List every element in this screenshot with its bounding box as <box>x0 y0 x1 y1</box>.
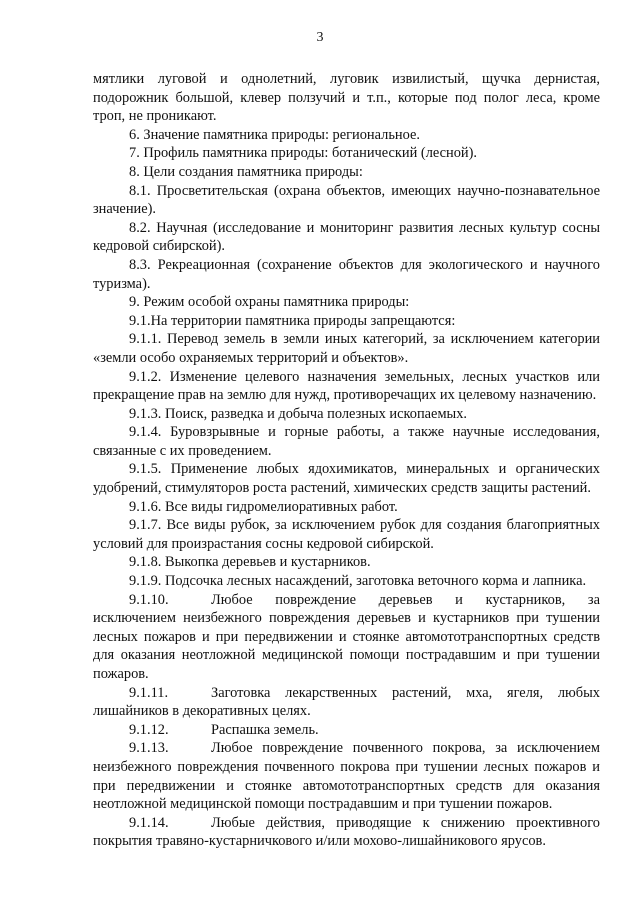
item-first-line: Любые действия, приводящие к снижению проективного <box>211 814 600 831</box>
item-first-line: Распашка земель. <box>211 721 319 738</box>
paragraph-item-9-1-9: 9.1.9. Подсочка лесных насаждений, заготовка веточного корма и лапника. <box>129 573 587 590</box>
item-number: 9.1.13. <box>129 740 169 757</box>
item-first-line: Любое повреждение деревьев и кустарников, за <box>211 591 600 608</box>
item-first-line: Любое повреждение почвенного покрова, за исключением <box>211 740 600 757</box>
paragraph-profile: 7. Профиль памятника природы: ботанический (лесной). <box>129 145 478 162</box>
item-number: 9.1.14. <box>129 814 169 831</box>
paragraph-item-9-1-2: 9.1.2. Изменение целевого назначения земельных, лесных участков или прекращение прав на землю для нужд, противоречащих их целевому назначению. <box>93 368 600 404</box>
item-number: 9.1.11. <box>129 684 169 701</box>
paragraph-regime-heading: 9. Режим особой охраны памятника природы: <box>129 294 410 311</box>
item-9-1-13 <box>93 739 600 813</box>
item-first-line: Заготовка лекарственных растений, мха, ягеля, любых <box>211 684 600 701</box>
paragraph-item-9-1-5: 9.1.5. Применение любых ядохимикатов, минеральных и органических удобрений, стимуляторов роста растений, химических средств защиты растений. <box>93 461 600 497</box>
paragraph-prohibited-heading: 9.1.На территории памятника природы запрещаются: <box>129 312 456 329</box>
item-continuation: покрытия травяно-кустарничкового и/или мохово-лишайникового ярусов. <box>93 833 546 850</box>
item-9-1-10 <box>93 591 600 684</box>
item-continuation: неизбежного повреждения почвенного покрова при тушении лесных пожаров и при передвижении и стоянке автомототранспортных средств для оказания неотложной медицинской помощи пострадавшим и при тушении пожаров. <box>93 758 600 813</box>
item-9-1-14 <box>93 814 600 851</box>
item-continuation: исключением неизбежного повреждения деревьев и кустарников при тушении лесных пожаров и при передвижении и стоянке автомототранспортных средств для оказания неотложной медицинской помощи пострадавшим и при тушении пожаров. <box>93 610 600 682</box>
paragraph-goals-heading: 8. Цели создания памятника природы: <box>129 163 363 180</box>
paragraph-item-9-1-7: 9.1.7. Все виды рубок, за исключением рубок для создания благоприятных условий для произрастания сосны кедровой сибирской. <box>93 517 600 552</box>
item-9-1-11 <box>93 684 600 721</box>
paragraph-item-9-1-3: 9.1.3. Поиск, разведка и добыча полезных ископаемых. <box>129 405 468 422</box>
paragraph-significance: 6. Значение памятника природы: региональное. <box>129 126 420 143</box>
paragraph-goal-scientific: 8.2. Научная (исследование и мониторинг развития лесных культур сосны кедровой сибирской). <box>93 219 600 255</box>
paragraph-item-9-1-8: 9.1.8. Выкопка деревьев и кустарников. <box>129 554 371 571</box>
paragraph-item-9-1-6: 9.1.6. Все виды гидромелиоративных работ. <box>129 498 398 515</box>
paragraph-item-9-1-1: 9.1.1. Перевод земель в земли иных категорий, за исключением категории «земли особо охраняемых территорий и объектов». <box>93 331 600 366</box>
paragraph-continuation: мятлики луговой и однолетний, луговик извилистый, щучка дернистая, подорожник большой, клевер ползучий и т.п., которые под полог леса, кроме троп, не проникают. <box>93 71 600 125</box>
item-number: 9.1.10. <box>129 591 169 608</box>
paragraph-item-9-1-4: 9.1.4. Буровзрывные и горные работы, а также научные исследования, связанные с их проведением. <box>93 424 600 459</box>
paragraph-goal-recreational: 8.3. Рекреационная (сохранение объектов для экологического и научного туризма). <box>93 256 600 292</box>
item-number: 9.1.12. <box>129 721 169 738</box>
page-number: 3 <box>316 30 324 45</box>
item-9-1-12 <box>93 721 600 740</box>
paragraph-goal-educational: 8.1. Просветительская (охрана объектов, имеющих научно-познавательное значение). <box>93 182 600 218</box>
document-body <box>93 70 600 851</box>
item-continuation: лишайников в декоративных целях. <box>93 703 311 720</box>
